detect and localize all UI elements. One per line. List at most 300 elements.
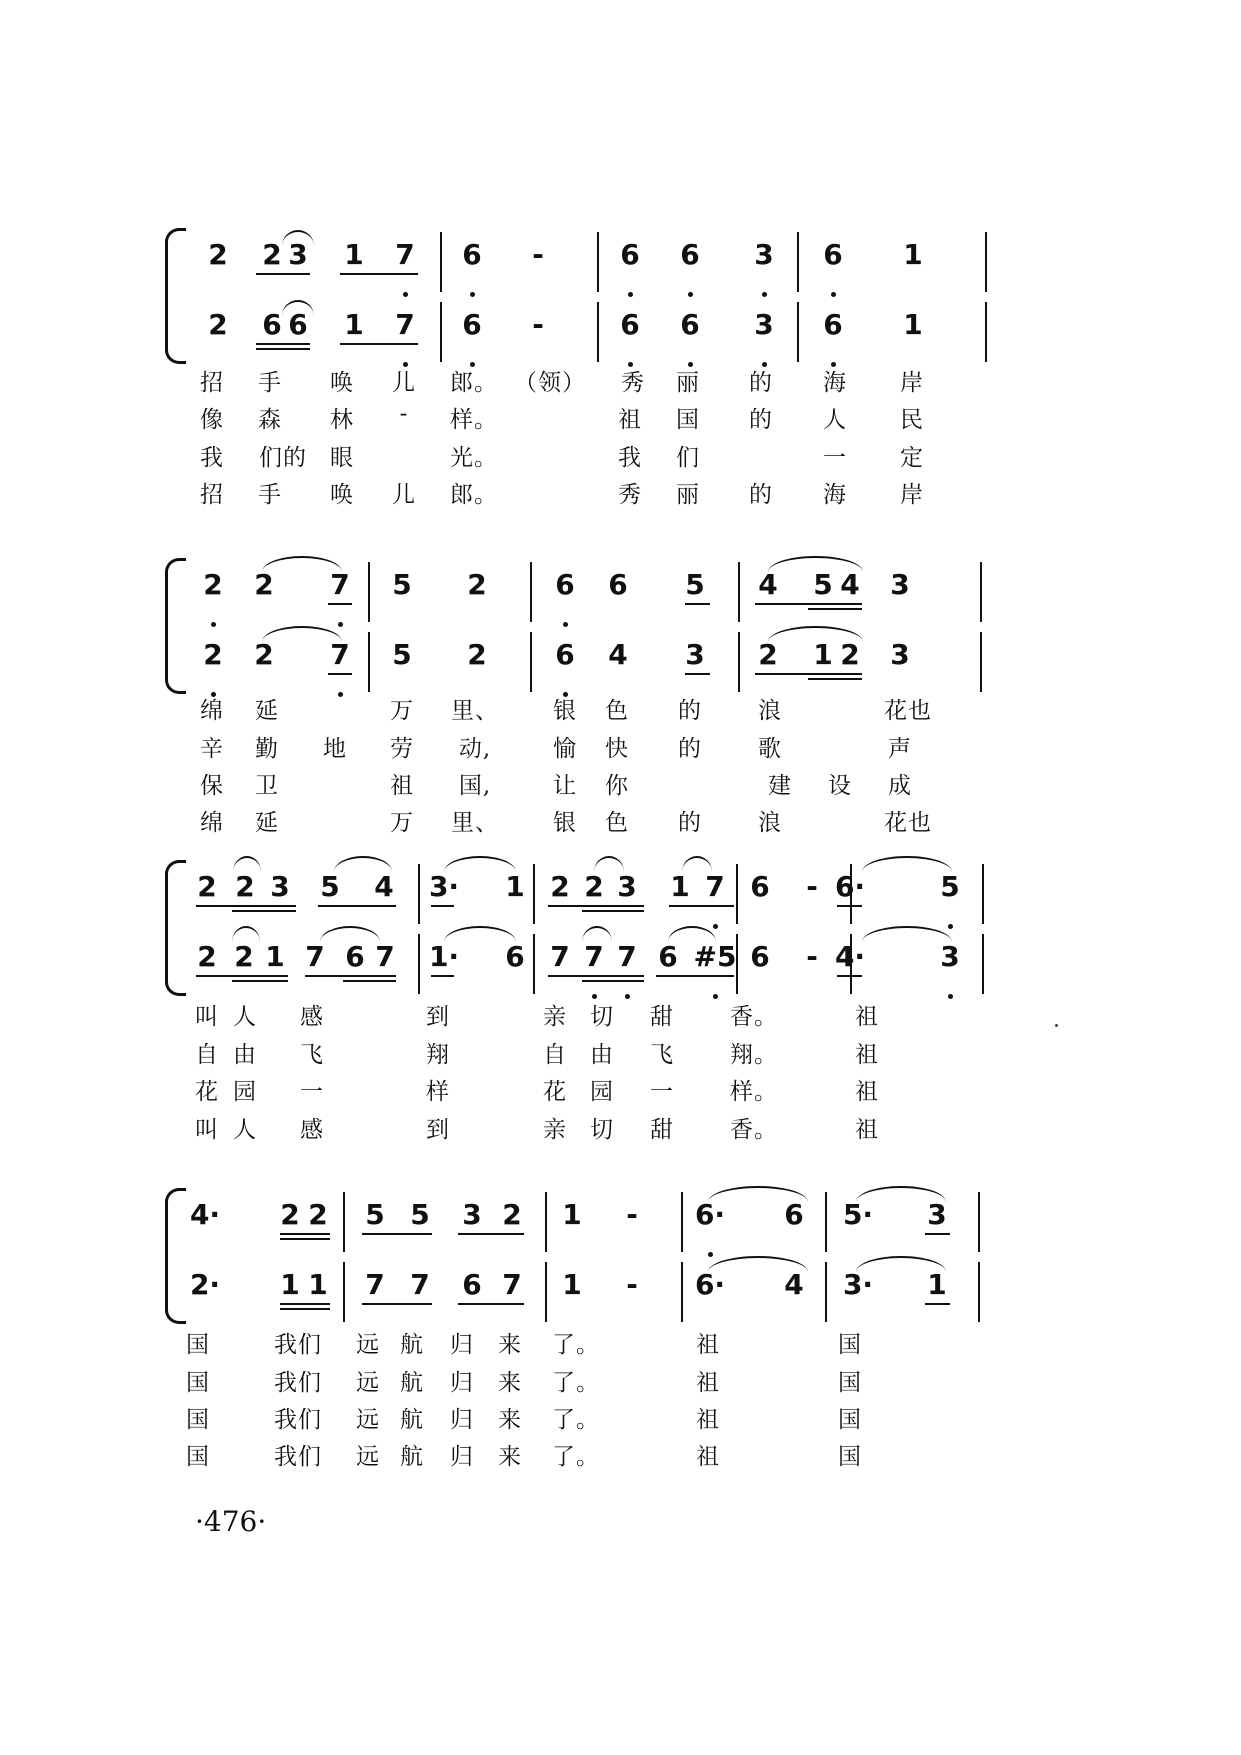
note: 3 [288, 238, 308, 271]
barline [980, 632, 982, 692]
note: 1 [344, 308, 364, 341]
lyric-syllable: 祖 [618, 407, 642, 433]
note: 5 [410, 1198, 430, 1231]
octave-dot [625, 994, 630, 999]
note: 3 [890, 568, 910, 601]
barline [530, 562, 532, 622]
lyric-syllable: 国 [838, 1444, 862, 1470]
lyric-syllable: 祖 [855, 1117, 879, 1143]
lyric-syllable: 来 [498, 1332, 522, 1358]
note: 6 [823, 308, 843, 341]
lyric-syllable: 航 [400, 1332, 424, 1358]
duration-underline [318, 905, 396, 907]
lyric-syllable: 自 [195, 1042, 219, 1068]
barline [368, 562, 370, 622]
lyric-syllable: 了。 [552, 1444, 600, 1470]
note: 3 [617, 870, 637, 903]
slur [862, 856, 952, 872]
note: 2 [840, 638, 860, 671]
duration-underline [925, 1233, 950, 1235]
lyric-syllable: 郎。 [450, 370, 498, 396]
note: 7 [395, 238, 415, 271]
duration-underline [685, 673, 710, 675]
slur [262, 556, 342, 572]
lyric-syllable: 来 [498, 1407, 522, 1433]
lyric-syllable: 秀 [618, 482, 642, 508]
lyric-syllable: 祖 [696, 1444, 720, 1470]
note: 4 [840, 568, 860, 601]
lyric-syllable: 的 [749, 407, 773, 433]
slur [282, 230, 314, 246]
lyric-syllable: 浪 [758, 810, 782, 836]
note: 7 [410, 1268, 430, 1301]
barline [681, 1192, 683, 1252]
lyric-syllable: 样。 [450, 407, 498, 433]
barline [597, 232, 599, 292]
duration-underline [340, 343, 418, 345]
note: #5 [693, 940, 737, 973]
slur [233, 856, 261, 872]
lyric-syllable: 声 [888, 736, 912, 762]
barline [738, 562, 740, 622]
slur [856, 1186, 946, 1202]
lyric-syllable: 万 [390, 810, 414, 836]
slur [282, 300, 314, 316]
note: 1 [562, 1268, 582, 1301]
lyric-syllable: 们 [676, 445, 700, 471]
lyric-syllable: 浪 [758, 698, 782, 724]
barline [736, 864, 738, 924]
duration-underline [196, 975, 288, 977]
note: - [532, 308, 544, 341]
duration-underline [656, 975, 734, 977]
lyric-syllable: 林 [330, 407, 354, 433]
lyric-syllable: 归 [450, 1444, 474, 1470]
note: 6 [345, 940, 365, 973]
barline [825, 1262, 827, 1322]
duration-underline [280, 1238, 330, 1240]
lyric-syllable: 唤 [330, 482, 354, 508]
note: 1 [903, 238, 923, 271]
barline [533, 864, 535, 924]
slur [262, 626, 342, 642]
note: 6 [462, 1268, 482, 1301]
note: 2 [280, 1198, 300, 1231]
lyric-syllable: 成 [888, 773, 912, 799]
lyric-syllable: 里、 [451, 810, 499, 836]
lyric-syllable: 银 [553, 810, 577, 836]
lyric-syllable: 儿 [392, 482, 416, 508]
barline [533, 934, 535, 994]
note: 3 [927, 1198, 947, 1231]
lyric-syllable: 祖 [696, 1407, 720, 1433]
lyric-syllable: 辛 [200, 736, 224, 762]
note: 6 [608, 568, 628, 601]
note: 5 [392, 568, 412, 601]
octave-dot [688, 292, 693, 297]
lyric-syllable: 航 [400, 1407, 424, 1433]
note: 5 [392, 638, 412, 671]
lyric-syllable: 保 [200, 773, 224, 799]
note: 7 [375, 940, 395, 973]
note: 6· [834, 870, 866, 903]
note: 1 [927, 1268, 947, 1301]
note: 2 [197, 870, 217, 903]
lyric-syllable: 森 [258, 407, 282, 433]
note: 7 [330, 638, 350, 671]
note: 2 [203, 638, 223, 671]
lyric-syllable: 花 [543, 1079, 567, 1105]
lyric-syllable: 国 [186, 1332, 210, 1358]
barline [597, 302, 599, 362]
lyric-syllable: 远 [356, 1370, 380, 1396]
lyric-syllable: 我 [200, 445, 224, 471]
barline [418, 934, 420, 994]
note: 7 [550, 940, 570, 973]
note: 3· [428, 870, 460, 903]
note: 6 [680, 308, 700, 341]
lyric-syllable: 色 [605, 698, 629, 724]
note: 1 [308, 1268, 328, 1301]
duration-underline [458, 1233, 524, 1235]
lyric-syllable: 祖 [390, 773, 414, 799]
barline [545, 1192, 547, 1252]
lyric-syllable: 岸 [900, 370, 924, 396]
lyric-syllable: 国 [838, 1370, 862, 1396]
note: 1 [344, 238, 364, 271]
note: 6 [288, 308, 308, 341]
lyric-syllable: 祖 [696, 1332, 720, 1358]
lyric-syllable: 园 [590, 1079, 614, 1105]
lyric-syllable: 国 [838, 1407, 862, 1433]
note: - [806, 870, 818, 903]
barline [980, 562, 982, 622]
note: 5 [940, 870, 960, 903]
lyric-syllable: 招 [200, 482, 224, 508]
system-brace [165, 860, 186, 996]
lyric-syllable: 动, [458, 736, 492, 762]
lyric-syllable: 香。 [730, 1004, 778, 1030]
lyric-syllable: 海 [823, 482, 847, 508]
slur [862, 926, 952, 942]
note: 3 [940, 940, 960, 973]
lyric-syllable: 色 [605, 810, 629, 836]
lyric-syllable: 国 [186, 1370, 210, 1396]
duration-underline [343, 980, 396, 982]
note: 2 [467, 568, 487, 601]
octave-dot [948, 924, 953, 929]
note: 6 [750, 940, 770, 973]
duration-underline [431, 905, 454, 907]
lyric-syllable: - [399, 401, 409, 427]
lyric-syllable: 海 [823, 370, 847, 396]
lyric-syllable: 我们 [274, 1332, 322, 1358]
note: 1 [813, 638, 833, 671]
note: 2 [308, 1198, 328, 1231]
slur [594, 856, 624, 872]
barline [440, 302, 442, 362]
lyric-syllable: 勤 [255, 736, 279, 762]
barline [978, 1192, 980, 1252]
slur [768, 626, 863, 642]
duration-underline [362, 1303, 432, 1305]
barline [440, 232, 442, 292]
slur [708, 1186, 808, 1202]
lyric-syllable: 的 [678, 698, 702, 724]
note: - [806, 940, 818, 973]
lyric-syllable: 航 [400, 1370, 424, 1396]
note: 6 [555, 568, 575, 601]
lyric-syllable: 一 [823, 445, 847, 471]
duration-underline [328, 673, 352, 675]
lyric-syllable: 由 [233, 1042, 257, 1068]
duration-underline [548, 905, 644, 907]
lyric-syllable: 我们 [274, 1444, 322, 1470]
lyric-syllable: 愉 [553, 736, 577, 762]
lyric-syllable: 到 [426, 1004, 450, 1030]
lyric-syllable: 感 [300, 1004, 324, 1030]
note: 1 [505, 870, 525, 903]
note: 2 [197, 940, 217, 973]
octave-dot [338, 622, 343, 627]
scan-speck [1055, 1024, 1058, 1027]
note: 6 [750, 870, 770, 903]
lyric-syllable: 歌 [758, 736, 782, 762]
duration-underline [582, 980, 644, 982]
slur [768, 556, 863, 572]
barline [418, 864, 420, 924]
lyric-syllable: 叫 [195, 1117, 219, 1143]
lyric-syllable: 归 [450, 1407, 474, 1433]
note: 6 [620, 308, 640, 341]
octave-dot [708, 1252, 713, 1257]
slur [856, 1256, 946, 1272]
lyric-syllable: 设 [828, 773, 852, 799]
lyric-syllable: 绵 [200, 698, 224, 724]
lyric-syllable: 岸 [900, 482, 924, 508]
duration-underline [548, 975, 644, 977]
lyric-syllable: 归 [450, 1370, 474, 1396]
note: 2 [208, 238, 228, 271]
octave-dot [948, 994, 953, 999]
note: 4 [608, 638, 628, 671]
slur [334, 856, 392, 872]
note: 2 [235, 870, 255, 903]
lyric-syllable: 远 [356, 1332, 380, 1358]
note: - [626, 1268, 638, 1301]
lyric-syllable: 秀 [621, 370, 645, 396]
note: 6 [505, 940, 525, 973]
lyric-syllable: 银 [553, 698, 577, 724]
lyric-syllable: 花也 [884, 698, 932, 724]
lyric-syllable: 切 [590, 1117, 614, 1143]
lyric-syllable: 人 [233, 1117, 257, 1143]
lyric-syllable: 丽 [676, 370, 700, 396]
lyric-syllable: 样 [426, 1079, 450, 1105]
system-brace [165, 1188, 186, 1324]
note: 4· [834, 940, 866, 973]
note: - [626, 1198, 638, 1231]
lyric-syllable: 甜 [650, 1004, 674, 1030]
octave-dot [831, 292, 836, 297]
octave-dot [211, 622, 216, 627]
note: 5· [842, 1198, 874, 1231]
note: 2 [467, 638, 487, 671]
note: 1· [428, 940, 460, 973]
lyric-syllable: 光。 [450, 445, 498, 471]
lyric-syllable: 我们 [274, 1407, 322, 1433]
lyric-syllable: 祖 [855, 1042, 879, 1068]
lyric-syllable: 里、 [451, 698, 499, 724]
lyric-syllable: 卫 [255, 773, 279, 799]
slur [320, 926, 380, 942]
note: 1 [562, 1198, 582, 1231]
note: 2 [203, 568, 223, 601]
lyric-syllable: 让 [553, 773, 577, 799]
barline [982, 934, 984, 994]
duration-underline [925, 1303, 950, 1305]
duration-underline [431, 975, 454, 977]
lyric-syllable: 建 [768, 773, 792, 799]
lyric-syllable: 一 [650, 1079, 674, 1105]
note: 3 [754, 308, 774, 341]
lyric-syllable: 切 [590, 1004, 614, 1030]
lyric-syllable: 祖 [696, 1370, 720, 1396]
slur [444, 926, 516, 942]
note: 6 [784, 1198, 804, 1231]
note: 3 [462, 1198, 482, 1231]
note: 3 [270, 870, 290, 903]
lyric-syllable: 眼 [330, 445, 354, 471]
note: 4 [374, 870, 394, 903]
duration-underline [256, 343, 310, 345]
duration-underline [280, 1308, 330, 1310]
lyric-syllable: 招 [200, 370, 224, 396]
barline [825, 1192, 827, 1252]
lyric-syllable: 甜 [650, 1117, 674, 1143]
duration-underline [362, 1233, 432, 1235]
note: 1 [903, 308, 923, 341]
note: 7 [305, 940, 325, 973]
note: 2 [254, 638, 274, 671]
octave-dot [762, 292, 767, 297]
lyric-syllable: 我 [618, 445, 642, 471]
lyric-syllable: 了。 [552, 1332, 600, 1358]
barline [368, 632, 370, 692]
note: 7 [395, 308, 415, 341]
octave-dot [338, 692, 343, 697]
slur [232, 926, 260, 942]
note: 6· [694, 1198, 726, 1231]
barline [545, 1262, 547, 1322]
lyric-syllable: 到 [426, 1117, 450, 1143]
note: 7 [705, 870, 725, 903]
lyric-syllable: 国, [458, 773, 492, 799]
slur [668, 926, 716, 942]
note: 5 [320, 870, 340, 903]
note: 3 [754, 238, 774, 271]
duration-underline [232, 980, 288, 982]
octave-dot [713, 994, 718, 999]
barline [797, 302, 799, 362]
lyric-syllable: 延 [255, 698, 279, 724]
note: 1 [265, 940, 285, 973]
duration-underline [340, 273, 418, 275]
duration-underline [458, 1303, 524, 1305]
lyric-syllable: 郎。 [450, 482, 498, 508]
lyric-syllable: 飞 [650, 1042, 674, 1068]
note: 4· [189, 1198, 221, 1231]
note: 6 [680, 238, 700, 271]
note: 2 [234, 940, 254, 973]
barline [343, 1192, 345, 1252]
note: 5 [813, 568, 833, 601]
note: 5 [365, 1198, 385, 1231]
note: 6 [658, 940, 678, 973]
lyric-syllable: 的 [749, 370, 773, 396]
barline [797, 232, 799, 292]
lyric-syllable: 民 [900, 407, 924, 433]
lyric-syllable: 人 [823, 407, 847, 433]
lyric-syllable: 翔。 [730, 1042, 778, 1068]
lyric-syllable: 国 [186, 1407, 210, 1433]
note: 3 [890, 638, 910, 671]
duration-underline [808, 608, 862, 610]
duration-underline [232, 910, 296, 912]
barline [982, 864, 984, 924]
note: 7 [330, 568, 350, 601]
lyric-syllable: 了。 [552, 1407, 600, 1433]
lyric-syllable: 一 [300, 1079, 324, 1105]
lyric-syllable: 叫 [195, 1004, 219, 1030]
lyric-syllable: 远 [356, 1444, 380, 1470]
duration-underline [755, 673, 862, 675]
system-brace [165, 558, 186, 694]
lyric-syllable: 地 [323, 736, 347, 762]
barline [738, 632, 740, 692]
note: 2 [262, 238, 282, 271]
note: 6 [555, 638, 575, 671]
duration-underline [328, 603, 352, 605]
duration-underline [280, 1233, 330, 1235]
lyric-syllable: 的 [678, 736, 702, 762]
lyric-syllable: 绵 [200, 810, 224, 836]
lyric-syllable: 花也 [884, 810, 932, 836]
octave-dot [403, 292, 408, 297]
lyric-syllable: 亲 [543, 1004, 567, 1030]
note: 5 [685, 568, 705, 601]
lyric-syllable: 唤 [330, 370, 354, 396]
lyric-syllable: （领） [514, 370, 586, 396]
lyric-syllable: 远 [356, 1407, 380, 1433]
duration-underline [755, 603, 862, 605]
lyric-syllable: 翔 [426, 1042, 450, 1068]
note: 6 [823, 238, 843, 271]
duration-underline [305, 975, 396, 977]
duration-underline [837, 905, 862, 907]
note: 2· [189, 1268, 221, 1301]
lyric-syllable: 样。 [730, 1079, 778, 1105]
lyric-syllable: 祖 [855, 1079, 879, 1105]
lyric-syllable: 的 [749, 482, 773, 508]
lyric-syllable: 归 [450, 1332, 474, 1358]
duration-underline [808, 678, 862, 680]
lyric-syllable: 来 [498, 1370, 522, 1396]
barline [343, 1262, 345, 1322]
lyric-syllable: 定 [900, 445, 924, 471]
barline [985, 232, 987, 292]
lyric-syllable: 的 [678, 810, 702, 836]
